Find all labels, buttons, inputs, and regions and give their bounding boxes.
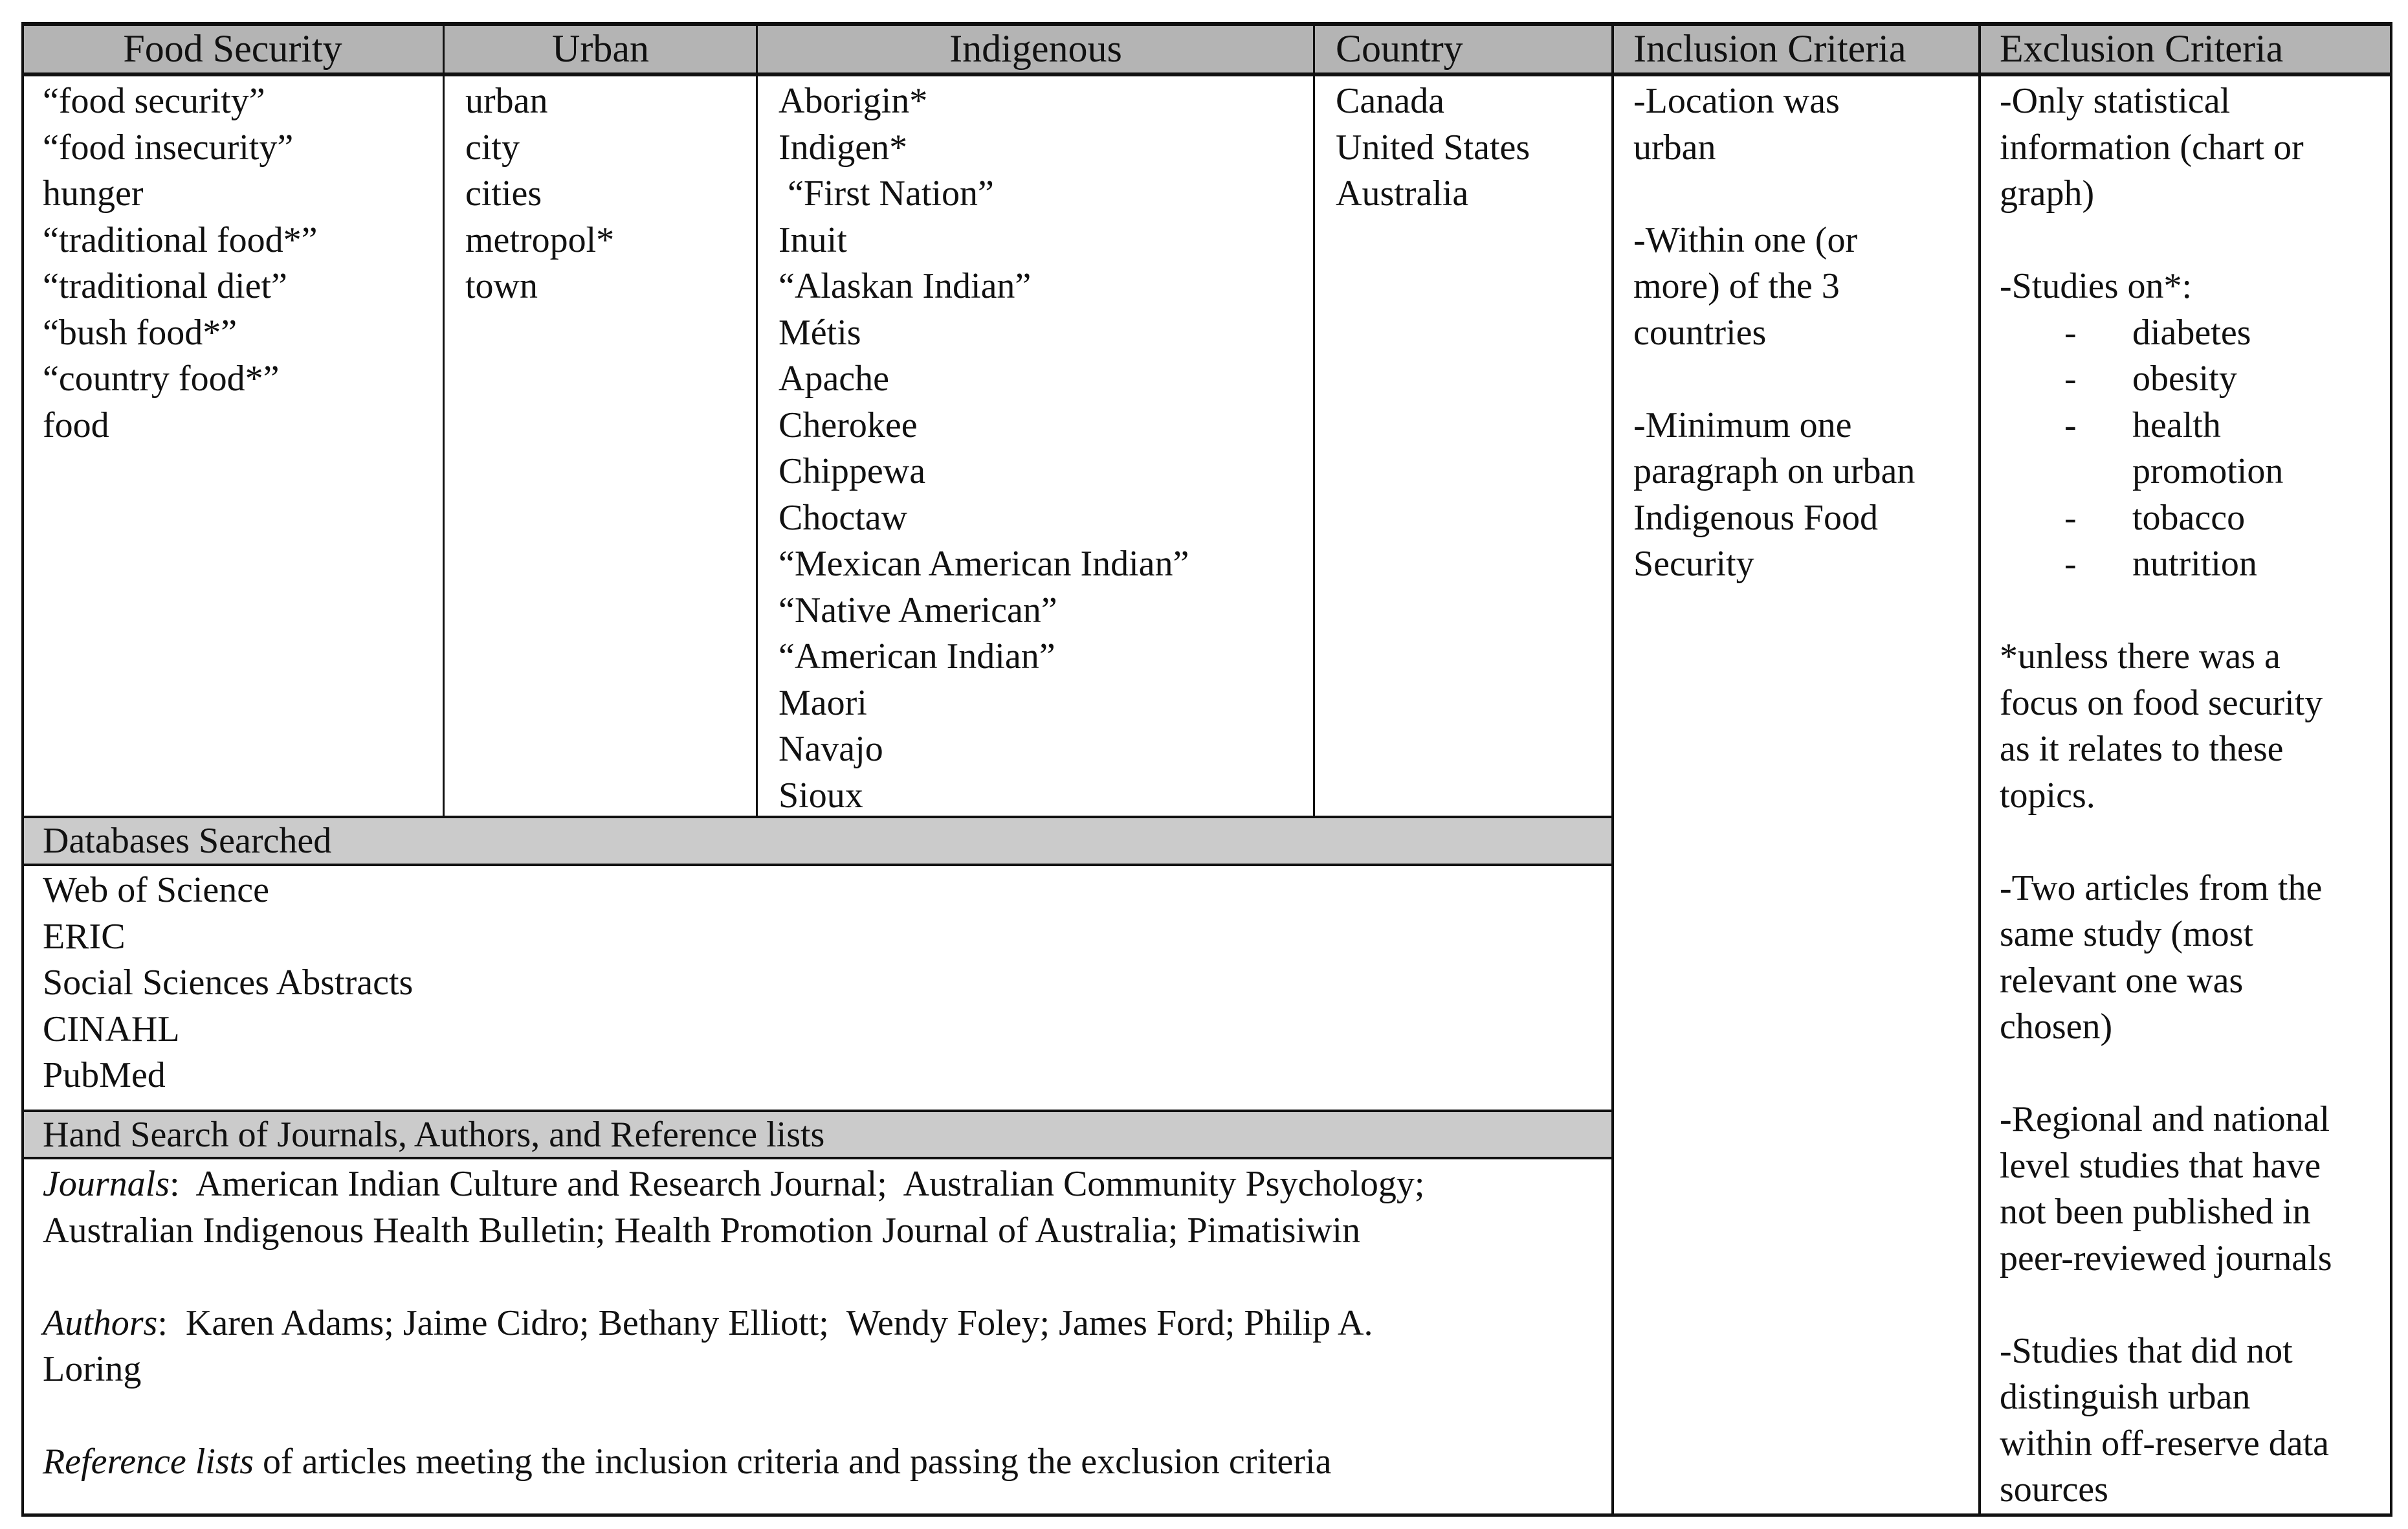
criterion-line: relevant one was bbox=[2000, 960, 2244, 1001]
criterion-line: not been published in bbox=[2000, 1192, 2311, 1232]
criterion-line: *unless there was a bbox=[2000, 636, 2281, 676]
country-list bbox=[1336, 78, 1530, 218]
criterion-line: topics. bbox=[2000, 775, 2095, 816]
term: Maori bbox=[779, 682, 867, 723]
term: Apache bbox=[779, 359, 890, 399]
country: Canada bbox=[1336, 81, 1444, 121]
criterion-line: -Studies that did not bbox=[2000, 1330, 2293, 1371]
column-divider bbox=[443, 22, 445, 817]
dash-bullet-icon: - bbox=[2064, 497, 2077, 538]
criterion-line: sources bbox=[2000, 1469, 2108, 1510]
authors-line: Loring bbox=[43, 1349, 142, 1389]
database: ERIC bbox=[43, 916, 126, 957]
journals-line: Journals: American Indian Culture and Research Journal; Australian Community Psychology; bbox=[43, 1164, 1425, 1204]
term: metropol* bbox=[465, 219, 615, 260]
header-country: Country bbox=[1336, 27, 1463, 70]
bullet-item: - obesity bbox=[2000, 356, 2332, 403]
bullet-item: - health bbox=[2000, 403, 2332, 449]
criterion-line: focus on food security bbox=[2000, 682, 2323, 723]
table-border-top bbox=[21, 22, 2392, 26]
header-food-security: Food Security bbox=[123, 27, 342, 70]
databases-header: Databases Searched bbox=[43, 821, 332, 861]
hand-search-body bbox=[43, 1161, 1424, 1486]
studies-on-label: -Studies on*: bbox=[2000, 266, 2193, 306]
table-border-right bbox=[2390, 22, 2392, 1517]
term: “Mexican American Indian” bbox=[779, 544, 1189, 584]
term: “traditional diet” bbox=[43, 266, 287, 306]
term: Indigen* bbox=[779, 127, 908, 168]
authors-label: Authors bbox=[43, 1302, 158, 1343]
criterion-line: -Minimum one bbox=[1633, 405, 1852, 445]
criterion-line: more) of the 3 bbox=[1633, 266, 1840, 306]
term: hunger bbox=[43, 173, 144, 214]
criterion-line: peer-reviewed journals bbox=[2000, 1238, 2332, 1278]
criterion-line: paragraph on urban bbox=[1633, 451, 1916, 491]
term: “bush food*” bbox=[43, 312, 237, 353]
dash-bullet-icon: - bbox=[2064, 405, 2077, 445]
term: Inuit bbox=[779, 219, 847, 260]
header-inclusion-criteria: Inclusion Criteria bbox=[1633, 27, 1906, 70]
criterion-line: within off-reserve data bbox=[2000, 1423, 2329, 1464]
criterion-line: -Two articles from the bbox=[2000, 867, 2323, 908]
header-exclusion-criteria: Exclusion Criteria bbox=[2000, 27, 2284, 70]
term: Navajo bbox=[779, 729, 883, 769]
term: “Alaskan Indian” bbox=[779, 266, 1032, 306]
indigenous-terms bbox=[779, 78, 1189, 819]
column-divider bbox=[756, 22, 758, 817]
row-divider bbox=[21, 816, 1614, 818]
country: Australia bbox=[1336, 173, 1469, 214]
database: Social Sciences Abstracts bbox=[43, 963, 414, 1003]
term: “Native American” bbox=[779, 590, 1057, 631]
term: “food insecurity” bbox=[43, 127, 294, 168]
criterion-line: information (chart or bbox=[2000, 127, 2304, 168]
database: CINAHL bbox=[43, 1009, 180, 1049]
criterion-line: graph) bbox=[2000, 173, 2095, 214]
hand-search-header: Hand Search of Journals, Authors, and Reference lists bbox=[43, 1115, 825, 1155]
term: town bbox=[465, 266, 538, 306]
column-divider bbox=[1978, 22, 1981, 1517]
row-divider bbox=[21, 864, 1614, 866]
header-divider bbox=[21, 73, 2392, 76]
exclusion-criteria bbox=[2000, 78, 2332, 1513]
criterion-line: -Within one (or bbox=[1633, 219, 1858, 260]
criterion-line: countries bbox=[1633, 312, 1767, 353]
column-divider bbox=[1313, 22, 1315, 817]
criterion-line: same study (most bbox=[2000, 914, 2253, 954]
term: Choctaw bbox=[779, 497, 908, 538]
term: Sioux bbox=[779, 775, 863, 816]
table-border-left bbox=[21, 22, 24, 1517]
table-border-bottom bbox=[21, 1513, 2392, 1517]
bullet-item: - tobacco bbox=[2000, 495, 2332, 542]
authors-line: Authors: Karen Adams; Jaime Cidro; Bethany Elliott; Wendy Foley; James Ford; Philip A. bbox=[43, 1302, 1373, 1343]
criterion-line: Security bbox=[1633, 544, 1754, 584]
term: Cherokee bbox=[779, 405, 918, 445]
term: “food security” bbox=[43, 81, 265, 121]
term: food bbox=[43, 405, 109, 445]
term: cities bbox=[465, 173, 542, 214]
header-indigenous: Indigenous bbox=[949, 27, 1122, 70]
criterion-line: distinguish urban bbox=[2000, 1377, 2251, 1417]
term: city bbox=[465, 127, 520, 168]
term: “traditional food*” bbox=[43, 219, 318, 260]
term: Chippewa bbox=[779, 451, 926, 491]
journals-label: Journals bbox=[43, 1164, 170, 1204]
database: Web of Science bbox=[43, 870, 269, 910]
databases-list bbox=[43, 867, 413, 1099]
criterion-line: urban bbox=[1633, 127, 1716, 168]
dash-bullet-icon: - bbox=[2064, 359, 2077, 399]
term: “country food*” bbox=[43, 359, 280, 399]
reference-line: Reference lists of articles meeting the inclusion criteria and passing the exclusion criteria bbox=[43, 1442, 1332, 1482]
header-urban: Urban bbox=[552, 27, 649, 70]
reference-label: Reference lists bbox=[43, 1442, 254, 1482]
criterion-line: as it relates to these bbox=[2000, 729, 2284, 769]
journals-line: Australian Indigenous Health Bulletin; Health Promotion Journal of Australia; Pimatisiwin bbox=[43, 1210, 1360, 1251]
country: United States bbox=[1336, 127, 1530, 168]
column-divider bbox=[1611, 22, 1614, 1517]
term: Aborigin* bbox=[779, 81, 928, 121]
dash-bullet-icon: - bbox=[2064, 312, 2077, 353]
term: urban bbox=[465, 81, 548, 121]
term: “First Nation” bbox=[779, 173, 994, 214]
criterion-line: -Location was bbox=[1633, 81, 1840, 121]
row-divider bbox=[21, 1157, 1614, 1159]
dash-bullet-icon: - bbox=[2064, 544, 2077, 584]
row-divider bbox=[21, 1110, 1614, 1112]
term: “American Indian” bbox=[779, 636, 1055, 676]
bullet-item: - nutrition bbox=[2000, 541, 2332, 588]
inclusion-criteria bbox=[1633, 78, 1915, 588]
bullet-item-continued: promotion bbox=[2132, 451, 2284, 491]
criterion-line: chosen) bbox=[2000, 1007, 2113, 1047]
bullet-item: - diabetes bbox=[2000, 310, 2332, 357]
criterion-line: -Regional and national bbox=[2000, 1099, 2330, 1139]
food-security-terms bbox=[43, 78, 318, 449]
urban-terms bbox=[465, 78, 614, 310]
criterion-line: Indigenous Food bbox=[1633, 497, 1878, 538]
database: PubMed bbox=[43, 1055, 166, 1095]
term: Métis bbox=[779, 312, 861, 353]
criterion-line: -Only statistical bbox=[2000, 81, 2231, 121]
criterion-line: level studies that have bbox=[2000, 1145, 2321, 1186]
